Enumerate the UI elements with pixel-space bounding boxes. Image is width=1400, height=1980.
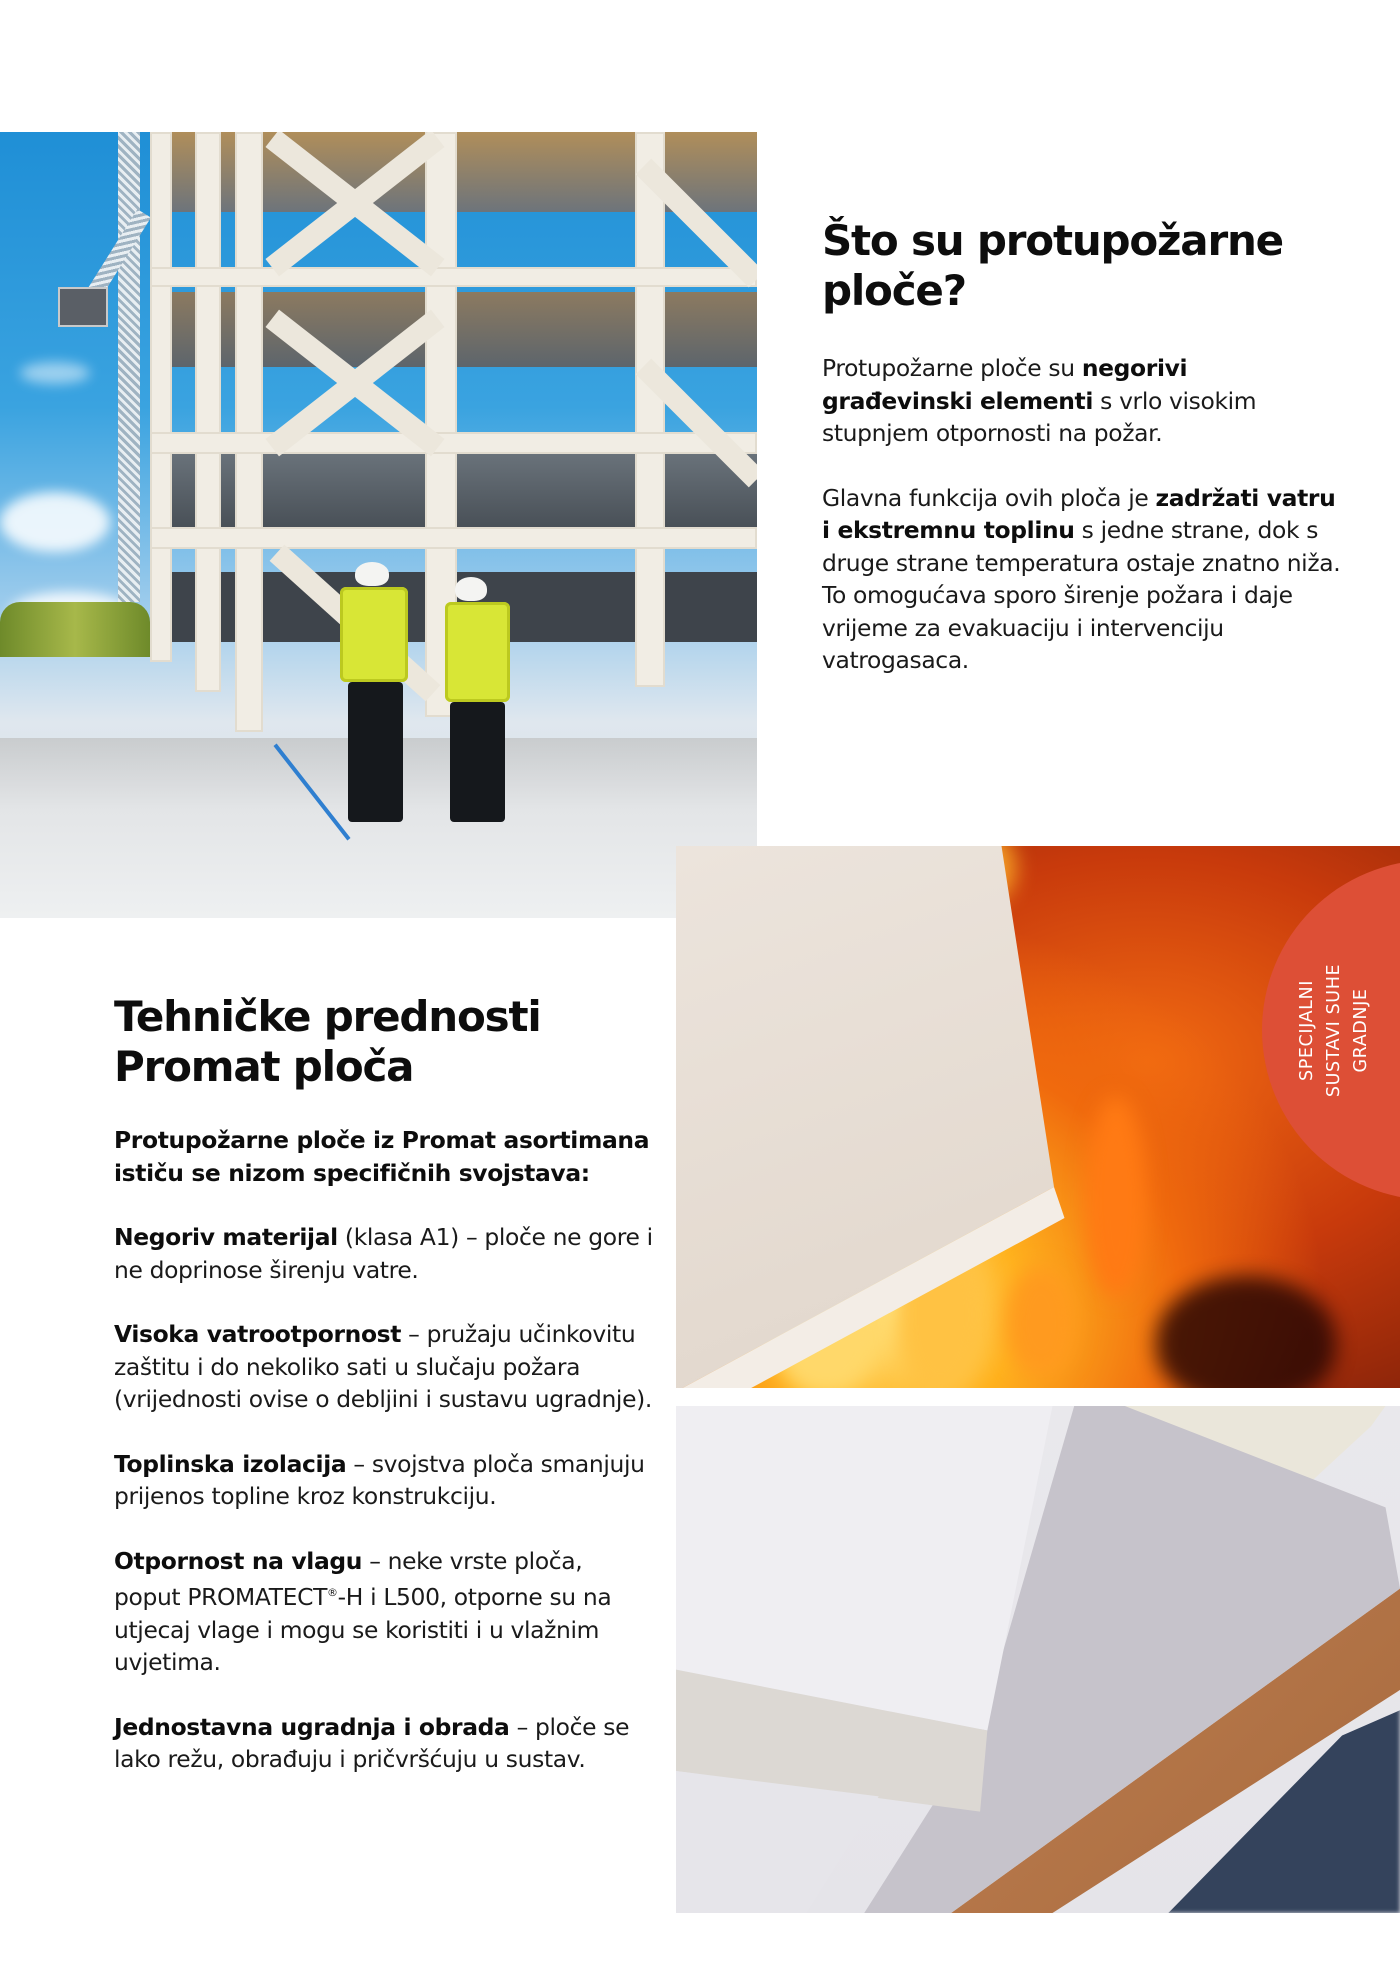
- title-line: Tehničke prednosti: [114, 992, 541, 1041]
- bold-text: zadržati vatru i ekstremnu toplinu: [822, 483, 1336, 544]
- feature-text: (klasa A1) – ploče ne gore i ne doprinose širenju vatre.: [114, 1223, 653, 1284]
- title-line: ploče?: [822, 266, 966, 315]
- text: Glavna funkcija ovih ploča je: [822, 483, 1156, 512]
- section-title-what-are-fire-boards: [822, 216, 1342, 316]
- feature-title: Otpornost na vlagu: [114, 1546, 363, 1575]
- text: s jedne strane, dok s druge strane temperatura ostaje znatno niža. To omogućava sporo širenje požara i daje vrijeme za evakuaciju i intervenciju vatrogasaca.: [822, 516, 1341, 674]
- feature-title: Visoka vatrootpornost: [114, 1320, 402, 1348]
- feature-item: [114, 1448, 654, 1513]
- paragraph: [822, 352, 1342, 450]
- badge-line: GRADNJE: [1351, 988, 1372, 1072]
- text: s vrlo visokim stupnjem otpornosti na požar.: [822, 386, 1257, 447]
- feature-text: -H i L500, otporne su na utjecaj vlage i mogu se koristiti i u vlažnim uvjetima.: [114, 1583, 612, 1676]
- section1-body: [822, 352, 1342, 709]
- stacked-boards-photo: [676, 1406, 1400, 1913]
- section-title-technical-advantages: [114, 992, 654, 1092]
- feature-item: [114, 1545, 654, 1679]
- feature-text: – neke vrste ploča, poput PROMATECT: [114, 1546, 583, 1611]
- badge-line: SPECIJALNI: [1297, 979, 1318, 1081]
- section2-body: [114, 1124, 654, 1808]
- bold-text: negorivi građevinski elementi: [822, 354, 1188, 415]
- feature-text: – ploče se lako režu, obrađuju i pričvršćuju u sustav.: [114, 1712, 630, 1773]
- feature-item: [114, 1711, 654, 1776]
- title-line: Promat ploča: [114, 1042, 414, 1091]
- feature-title: Toplinska izolacija: [114, 1449, 347, 1478]
- category-badge-label: [1285, 930, 1385, 1130]
- feature-text: – svojstva ploča smanjuju prijenos topline kroz konstrukciju.: [114, 1449, 645, 1510]
- text: Protupožarne ploče su: [822, 354, 1082, 382]
- title-line: Što su protupožarne: [822, 216, 1283, 265]
- feature-title: Jednostavna ugradnja i obrada: [114, 1712, 510, 1741]
- feature-item: [114, 1221, 654, 1286]
- intro-paragraph: [114, 1124, 654, 1189]
- registered-mark: ®: [327, 1586, 338, 1599]
- construction-site-photo: [0, 132, 757, 918]
- feature-text: – pružaju učinkovitu zaštitu i do nekoliko sati u slučaju požara (vrijednosti ovise o debljini i sustavu ugradnje).: [114, 1320, 652, 1413]
- feature-item: [114, 1318, 654, 1416]
- paragraph: [822, 482, 1342, 677]
- feature-title: Negoriv materijal: [114, 1223, 338, 1251]
- bold-intro: Protupožarne ploče iz Promat asortimana ističu se nizom specifičnih svojstava:: [114, 1126, 650, 1187]
- badge-line: SUSTAVI SUHE: [1324, 963, 1345, 1097]
